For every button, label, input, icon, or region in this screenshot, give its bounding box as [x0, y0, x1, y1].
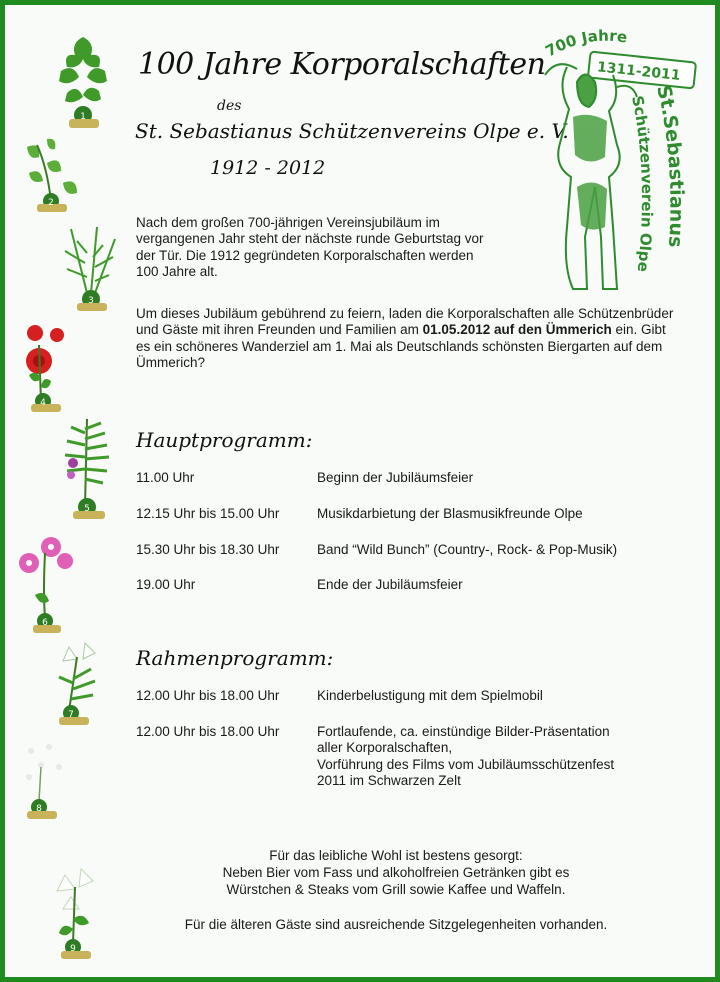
club-logo-icon: [537, 27, 707, 295]
logo-arc-text-2: Schützenverein Olpe: [628, 94, 656, 273]
white-lily-icon: [47, 863, 107, 963]
rahmenprogramm-title: Rahmenprogramm:: [136, 646, 334, 670]
program-time: 11.00 Uhr: [136, 470, 195, 485]
intro-paragraph-1: Nach dem großen 700-jährigen Vereinsjubiläum im vergangenen Jahr steht der nächste runde Geburtstag vor der Tür. Die 1912 gegründeten Korporalschaften werden 100 Jahre alt.: [136, 215, 484, 279]
plant-number: 6: [42, 618, 48, 628]
oak-leaf-icon: [47, 33, 119, 135]
intro-text-start: Um dieses Jubiläum gebührend zu feiern, laden die Korporalschaften alle Schützenbrüder und Gäste mit ihren Freunden und Familien am: [136, 306, 674, 338]
year-range: 1912 - 2012: [210, 157, 326, 179]
plant-number: 7: [68, 710, 74, 720]
club-name: St. Sebastianus Schützenvereins Olpe e. V.: [135, 119, 569, 143]
catering-note: [136, 848, 656, 898]
orchid-icon: [15, 533, 77, 639]
intro-paragraph-2: [136, 306, 676, 371]
program-time: 19.00 Uhr: [136, 577, 196, 592]
program-time: 12.00 Uhr bis 18.00 Uhr: [136, 688, 280, 703]
wildflower-icon: [19, 737, 73, 829]
intro-text-end: ein. Gibt es ein schöneres Wanderziel am 1. Mai als Deutschlands schönsten Biergarten auf dem Ümmerich?: [136, 322, 666, 370]
page-title: 100 Jahre Korporalschaften: [138, 47, 546, 82]
plant-number: 8: [36, 804, 42, 814]
program-desc: Musikdarbietung der Blasmusikfreunde Olpe: [317, 506, 583, 521]
rose-icon: [17, 305, 79, 417]
program-desc-line: 2011 im Schwarzen Zelt: [317, 772, 461, 788]
plant-number: 9: [70, 944, 76, 954]
program-time: 12.15 Uhr bis 15.00 Uhr: [136, 506, 280, 521]
program-desc: Band “Wild Bunch” (Country-, Rock- & Pop-Musik): [317, 542, 618, 557]
program-time: 15.30 Uhr bis 18.30 Uhr: [136, 542, 280, 557]
program-desc-line: aller Korporalschaften,: [317, 740, 453, 756]
plant-number: 4: [40, 398, 46, 408]
hauptprogramm-title: Hauptprogramm:: [136, 428, 313, 452]
plant-number: 5: [84, 504, 90, 514]
vine-leaf-icon: [17, 137, 87, 217]
program-desc-line: Vorführung des Films vom Jubiläumsschützenfest: [317, 756, 615, 772]
program-desc: Kinderbelustigung mit dem Spielmobil: [317, 688, 543, 703]
lily-icon: [49, 639, 107, 731]
plant-number: 3: [88, 296, 94, 306]
logo-years: 1311-2011: [596, 59, 682, 84]
logo-arc-text-1: St.Sebastianus: [652, 83, 688, 249]
plant-number: 2: [48, 198, 54, 208]
fern-icon: [57, 415, 117, 527]
heading-des: des: [217, 98, 242, 114]
catering-line: Würstchen & Steaks vom Grill sowie Kaffee und Waffeln.: [226, 881, 566, 897]
program-desc: Ende der Jubiläumsfeier: [317, 577, 463, 592]
catering-line: Neben Bier vom Fass und alkoholfreien Getränken gibt es: [222, 864, 570, 880]
event-date-location: 01.05.2012 auf den Ümmerich: [422, 322, 612, 338]
plant-number: 1: [80, 112, 86, 122]
program-time: 12.00 Uhr bis 18.00 Uhr: [136, 724, 280, 739]
program-desc-line: Fortlaufende, ca. einstündige Bilder-Präsentation: [317, 724, 610, 739]
catering-line: Für das leibliche Wohl ist bestens gesorgt:: [269, 848, 523, 863]
program-desc: Beginn der Jubiläumsfeier: [317, 470, 474, 485]
seating-note: Für die älteren Gäste sind ausreichende Sitzgelegenheiten vorhanden.: [184, 917, 608, 932]
pine-branch-icon: [57, 223, 123, 315]
logo-top-text: 700 Jahre: [542, 27, 629, 61]
program-desc-multiline: [317, 724, 677, 789]
